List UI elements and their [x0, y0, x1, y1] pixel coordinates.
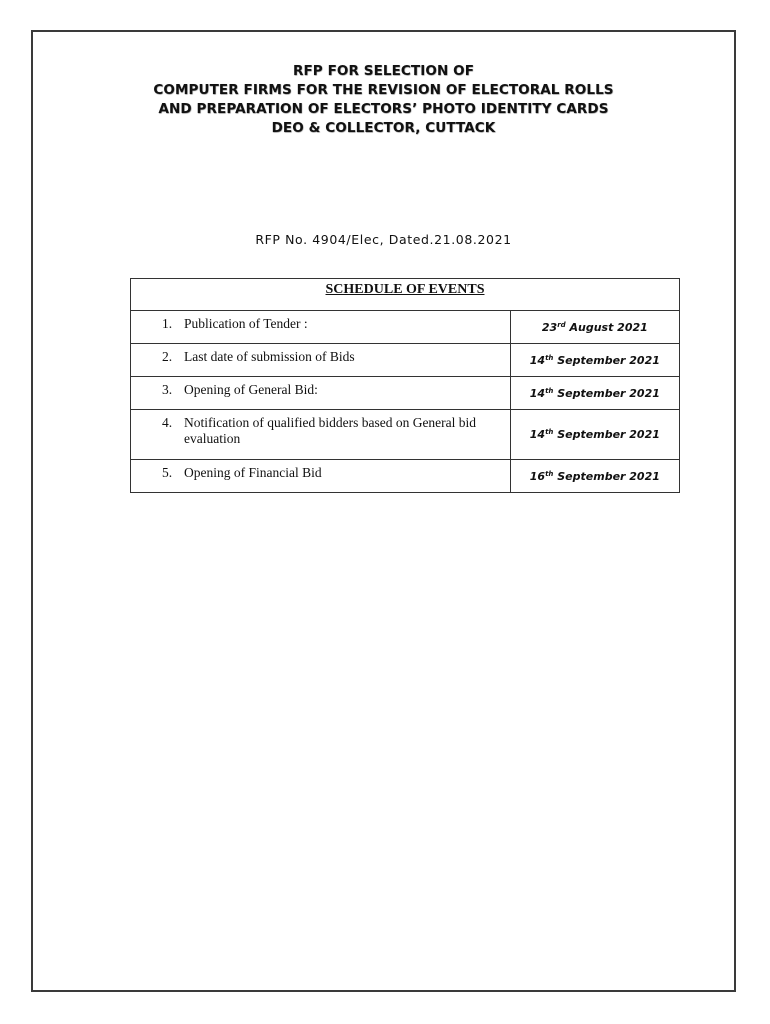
date-cell	[510, 460, 679, 493]
document-title	[33, 62, 734, 138]
date-day: 23	[541, 320, 558, 334]
table-row	[131, 311, 680, 344]
date-suffix: th	[545, 353, 554, 362]
event-cell	[131, 344, 511, 377]
schedule-heading: SCHEDULE OF EVENTS	[131, 279, 680, 311]
event-cell	[131, 377, 511, 410]
title-line-1: RFP FOR SELECTION OF	[292, 63, 475, 79]
row-number: 3.	[162, 382, 173, 397]
date-day: 16	[529, 469, 546, 483]
date-cell	[510, 377, 679, 410]
date-suffix: th	[545, 469, 554, 478]
date-day: 14	[529, 353, 546, 367]
date-month-year: September 2021	[553, 469, 660, 483]
row-number: 2.	[162, 349, 173, 364]
event-text: Opening of Financial Bid	[184, 465, 322, 480]
date-month-year: September 2021	[553, 386, 660, 400]
title-line-3: AND PREPARATION OF ELECTORS’ PHOTO IDENTITY CARDS	[158, 101, 609, 117]
date-suffix: th	[545, 428, 554, 436]
table-row	[131, 344, 680, 377]
table-row	[131, 460, 680, 493]
table-header-row	[131, 279, 680, 311]
date-cell	[510, 410, 679, 460]
date-cell	[510, 344, 679, 377]
event-text: Notification of qualified bidders based on General bid evaluation	[184, 415, 477, 446]
event-text: Last date of submission of Bids	[184, 349, 355, 364]
date-cell	[510, 311, 679, 344]
table-row	[131, 410, 680, 460]
event-cell	[131, 410, 511, 460]
event-cell	[131, 460, 511, 493]
table-row	[131, 377, 680, 410]
title-line-2: COMPUTER FIRMS FOR THE REVISION OF ELECTORAL ROLLS	[153, 82, 614, 98]
row-number: 1.	[162, 316, 173, 331]
title-line-4: DEO & COLLECTOR, CUTTACK	[271, 120, 496, 136]
date-suffix: rd	[557, 320, 566, 329]
date-suffix: th	[545, 386, 554, 395]
row-number: 4.	[162, 415, 173, 430]
date-day: 14	[529, 386, 546, 400]
date-month-year: September 2021	[553, 353, 660, 367]
date-month-year: September 2021	[553, 428, 660, 441]
document-page	[31, 30, 736, 992]
event-text: Opening of General Bid:	[184, 382, 318, 397]
event-cell	[131, 311, 511, 344]
rfp-number-date: RFP No. 4904/Elec, Dated.21.08.2021	[255, 232, 512, 247]
date-month-year: August 2021	[565, 320, 648, 334]
row-number: 5.	[162, 465, 173, 480]
event-text: Publication of Tender :	[184, 316, 308, 331]
date-day: 14	[529, 428, 546, 441]
schedule-of-events-table	[130, 278, 680, 493]
